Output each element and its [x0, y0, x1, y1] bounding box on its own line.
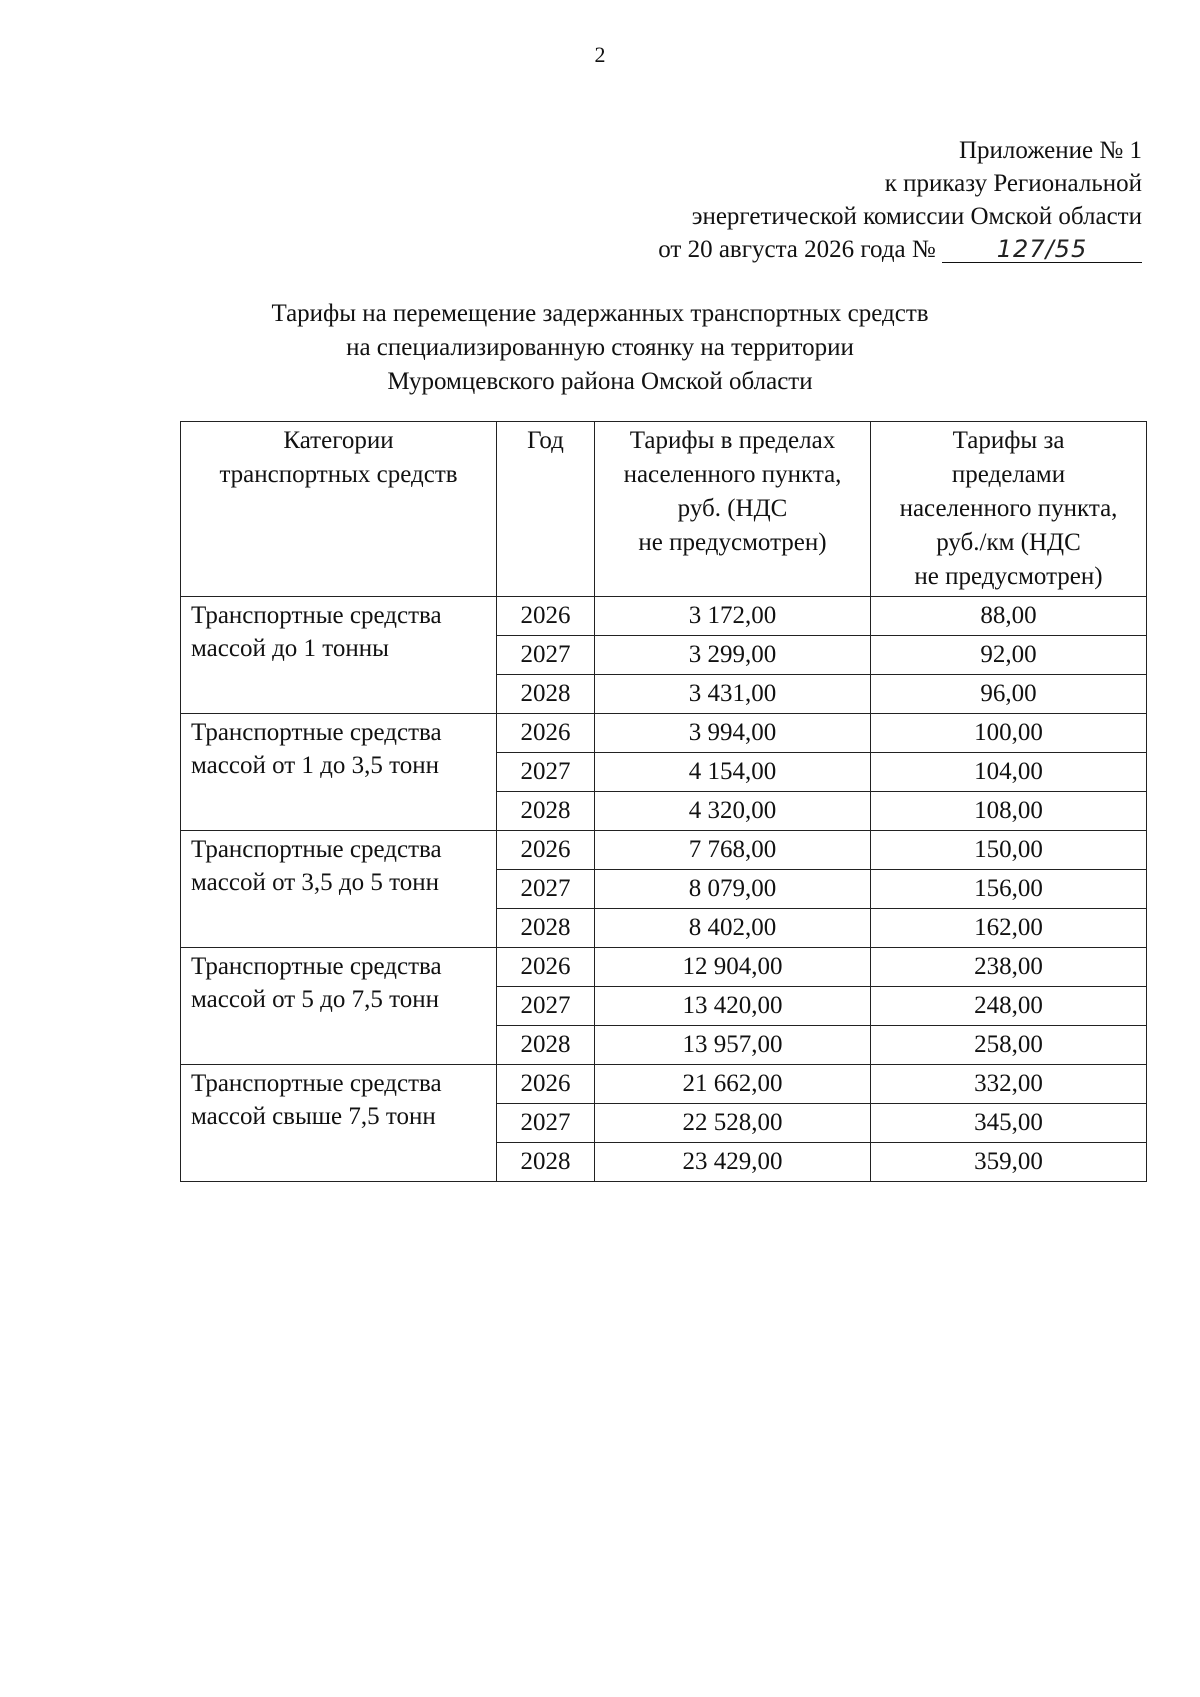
tariff-in-city-cell: 3 994,00	[595, 714, 871, 753]
tariff-in-city-cell: 8 402,00	[595, 909, 871, 948]
year-cell: 2027	[497, 636, 595, 675]
tariff-in-city-cell: 22 528,00	[595, 1104, 871, 1143]
tariff-outside-cell: 150,00	[871, 831, 1147, 870]
year-cell: 2027	[497, 987, 595, 1026]
tariff-in-city-cell: 21 662,00	[595, 1065, 871, 1104]
year-cell: 2028	[497, 1143, 595, 1182]
category-cell: Транспортные средства массой от 1 до 3,5 тонн	[181, 714, 497, 831]
year-cell: 2028	[497, 675, 595, 714]
tariff-in-city-cell: 13 420,00	[595, 987, 871, 1026]
appendix-date-line	[658, 233, 1142, 266]
year-cell: 2026	[497, 948, 595, 987]
tariff-in-city-cell: 4 154,00	[595, 753, 871, 792]
header-tariff-in-city: Тарифы в пределах населенного пункта, руб. (НДС не предусмотрен)	[595, 422, 871, 597]
tariff-outside-cell: 88,00	[871, 597, 1147, 636]
year-cell: 2028	[497, 792, 595, 831]
tariff-in-city-cell: 4 320,00	[595, 792, 871, 831]
category-cell: Транспортные средства массой от 3,5 до 5 тонн	[181, 831, 497, 948]
tariff-in-city-cell: 23 429,00	[595, 1143, 871, 1182]
appendix-date: от 20 августа 2026 года №	[658, 236, 936, 263]
tariff-outside-cell: 162,00	[871, 909, 1147, 948]
year-cell: 2028	[497, 1026, 595, 1065]
header-year: Год	[497, 422, 595, 597]
tariff-outside-cell: 248,00	[871, 987, 1147, 1026]
tariff-in-city-cell: 3 299,00	[595, 636, 871, 675]
category-cell: Транспортные средства массой от 5 до 7,5 тонн	[181, 948, 497, 1065]
year-cell: 2027	[497, 1104, 595, 1143]
table-row	[181, 597, 1147, 636]
tariff-outside-cell: 238,00	[871, 948, 1147, 987]
year-cell: 2026	[497, 597, 595, 636]
header-tariff-outside: Тарифы за пределами населенного пункта, руб./км (НДС не предусмотрен)	[871, 422, 1147, 597]
appendix-order-ref: к приказу Региональной	[884, 170, 1142, 197]
table-row	[181, 1065, 1147, 1104]
year-cell: 2027	[497, 753, 595, 792]
tariff-in-city-cell: 3 431,00	[595, 675, 871, 714]
table-row	[181, 714, 1147, 753]
tariff-in-city-cell: 13 957,00	[595, 1026, 871, 1065]
category-cell: Транспортные средства массой свыше 7,5 тонн	[181, 1065, 497, 1182]
table-header-row	[181, 422, 1147, 597]
tariff-outside-cell: 104,00	[871, 753, 1147, 792]
appendix-title: Приложение № 1	[958, 137, 1142, 164]
tariff-outside-cell: 332,00	[871, 1065, 1147, 1104]
title-line-3: Муромцевского района Омской области	[387, 368, 813, 395]
tariff-outside-cell: 100,00	[871, 714, 1147, 753]
tariff-outside-cell: 96,00	[871, 675, 1147, 714]
table-row	[181, 948, 1147, 987]
year-cell: 2027	[497, 870, 595, 909]
tariff-outside-cell: 258,00	[871, 1026, 1147, 1065]
tariff-in-city-cell: 3 172,00	[595, 597, 871, 636]
title-line-2: на специализированную стоянку на территории	[346, 334, 854, 361]
tariff-in-city-cell: 12 904,00	[595, 948, 871, 987]
appendix-block	[658, 134, 1142, 266]
year-cell: 2026	[497, 1065, 595, 1104]
year-cell: 2026	[497, 831, 595, 870]
tariff-table	[180, 421, 1147, 1182]
category-cell: Транспортные средства массой до 1 тонны	[181, 597, 497, 714]
page-number: 2	[594, 42, 606, 67]
title-line-1: Тарифы на перемещение задержанных транспортных средств	[271, 300, 929, 327]
appendix-commission: энергетической комиссии Омской области	[691, 203, 1142, 230]
year-cell: 2026	[497, 714, 595, 753]
table-row	[181, 831, 1147, 870]
tariff-outside-cell: 359,00	[871, 1143, 1147, 1182]
tariff-in-city-cell: 7 768,00	[595, 831, 871, 870]
header-category: Категории транспортных средств	[181, 422, 497, 597]
tariff-outside-cell: 156,00	[871, 870, 1147, 909]
tariff-in-city-cell: 8 079,00	[595, 870, 871, 909]
tariff-outside-cell: 345,00	[871, 1104, 1147, 1143]
tariff-outside-cell: 108,00	[871, 792, 1147, 831]
order-number-handwritten: 127/55	[942, 236, 1142, 263]
year-cell: 2028	[497, 909, 595, 948]
document-title	[0, 297, 1200, 399]
tariff-outside-cell: 92,00	[871, 636, 1147, 675]
